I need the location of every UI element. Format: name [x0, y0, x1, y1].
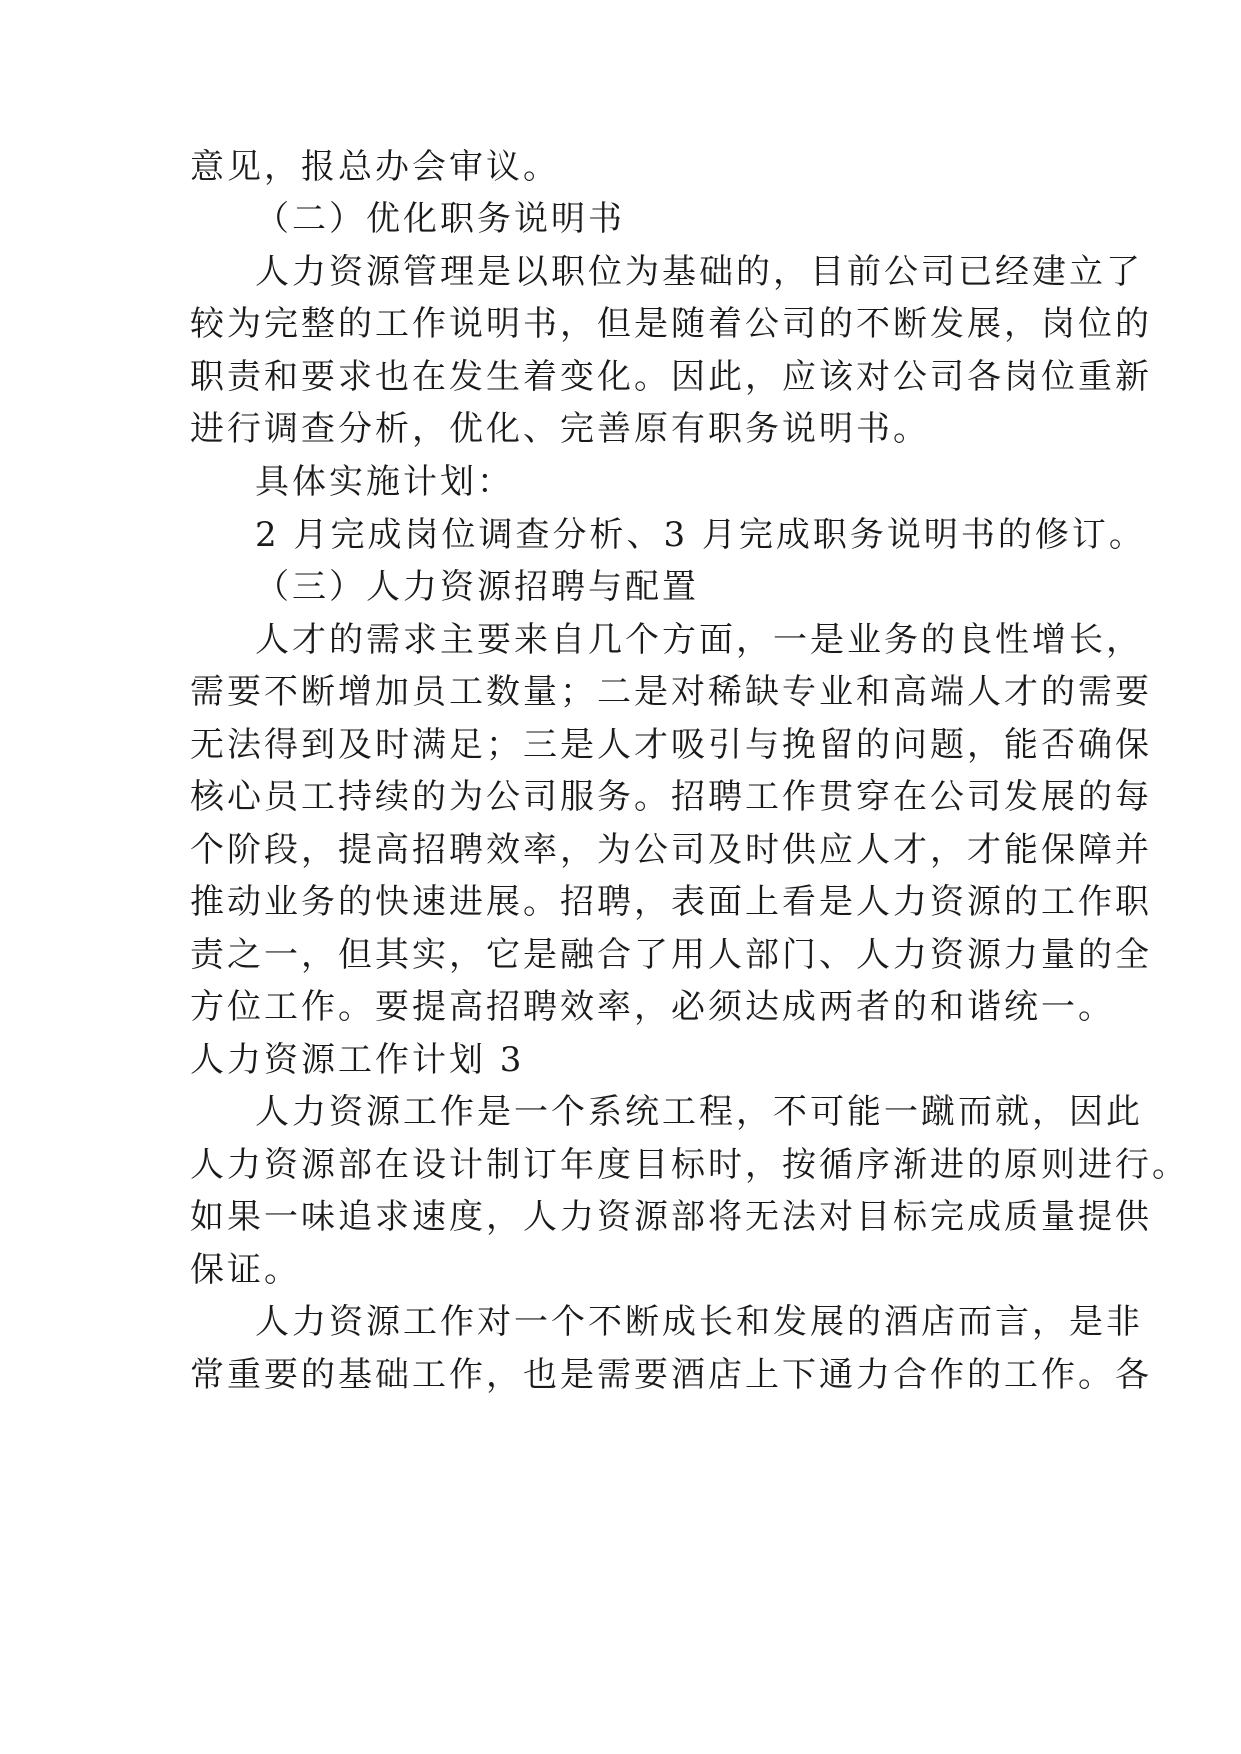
paragraph-line: 常重要的基础工作，也是需要酒店上下通力合作的工作。各 [190, 1355, 1152, 1395]
section-heading: （三）人力资源招聘与配置 [255, 567, 699, 607]
paragraph-line: 人才的需求主要来自几个方面，一是业务的良性增长， [255, 620, 1143, 660]
paragraph-line: 人力资源工作是一个系统工程，不可能一蹴而就，因此 [255, 1092, 1143, 1132]
document-title: 人力资源工作计划 3 [190, 1040, 525, 1080]
paragraph-line: 核心员工持续的为公司服务。招聘工作贯穿在公司发展的每 [190, 777, 1152, 817]
paragraph-line: 需要不断增加员工数量；二是对稀缺专业和高端人才的需要 [190, 672, 1152, 712]
paragraph-line: 人力资源工作对一个不断成长和发展的酒店而言，是非 [255, 1302, 1143, 1342]
paragraph-line: 2 月完成岗位调查分析、3 月完成职务说明书的修订。 [255, 515, 1146, 555]
paragraph-line: 责之一，但其实，它是融合了用人部门、人力资源力量的全 [190, 935, 1152, 975]
paragraph-line: 较为完整的工作说明书，但是随着公司的不断发展，岗位的 [190, 304, 1152, 344]
paragraph-line: 方位工作。要提高招聘效率，必须达成两者的和谐统一。 [190, 987, 1115, 1027]
section-heading: （二）优化职务说明书 [255, 199, 625, 239]
paragraph-line: 人力资源管理是以职位为基础的，目前公司已经建立了 [255, 252, 1143, 292]
paragraph-line: 意见，报总办会审议。 [190, 147, 560, 187]
paragraph-line: 保证。 [190, 1250, 301, 1290]
paragraph-line: 个阶段，提高招聘效率，为公司及时供应人才，才能保障并 [190, 830, 1152, 870]
paragraph-line: 职责和要求也在发生着变化。因此，应该对公司各岗位重新 [190, 357, 1152, 397]
paragraph-line: 人力资源部在设计制订年度目标时，按循序渐进的原则进行。 [190, 1145, 1189, 1185]
paragraph-line: 进行调查分析，优化、完善原有职务说明书。 [190, 409, 930, 449]
paragraph-line: 如果一味追求速度，人力资源部将无法对目标完成质量提供 [190, 1197, 1152, 1237]
paragraph-line: 无法得到及时满足；三是人才吸引与挽留的问题，能否确保 [190, 725, 1152, 765]
paragraph-line: 推动业务的快速进展。招聘，表面上看是人力资源的工作职 [190, 882, 1152, 922]
paragraph-line: 具体实施计划： [255, 462, 514, 502]
